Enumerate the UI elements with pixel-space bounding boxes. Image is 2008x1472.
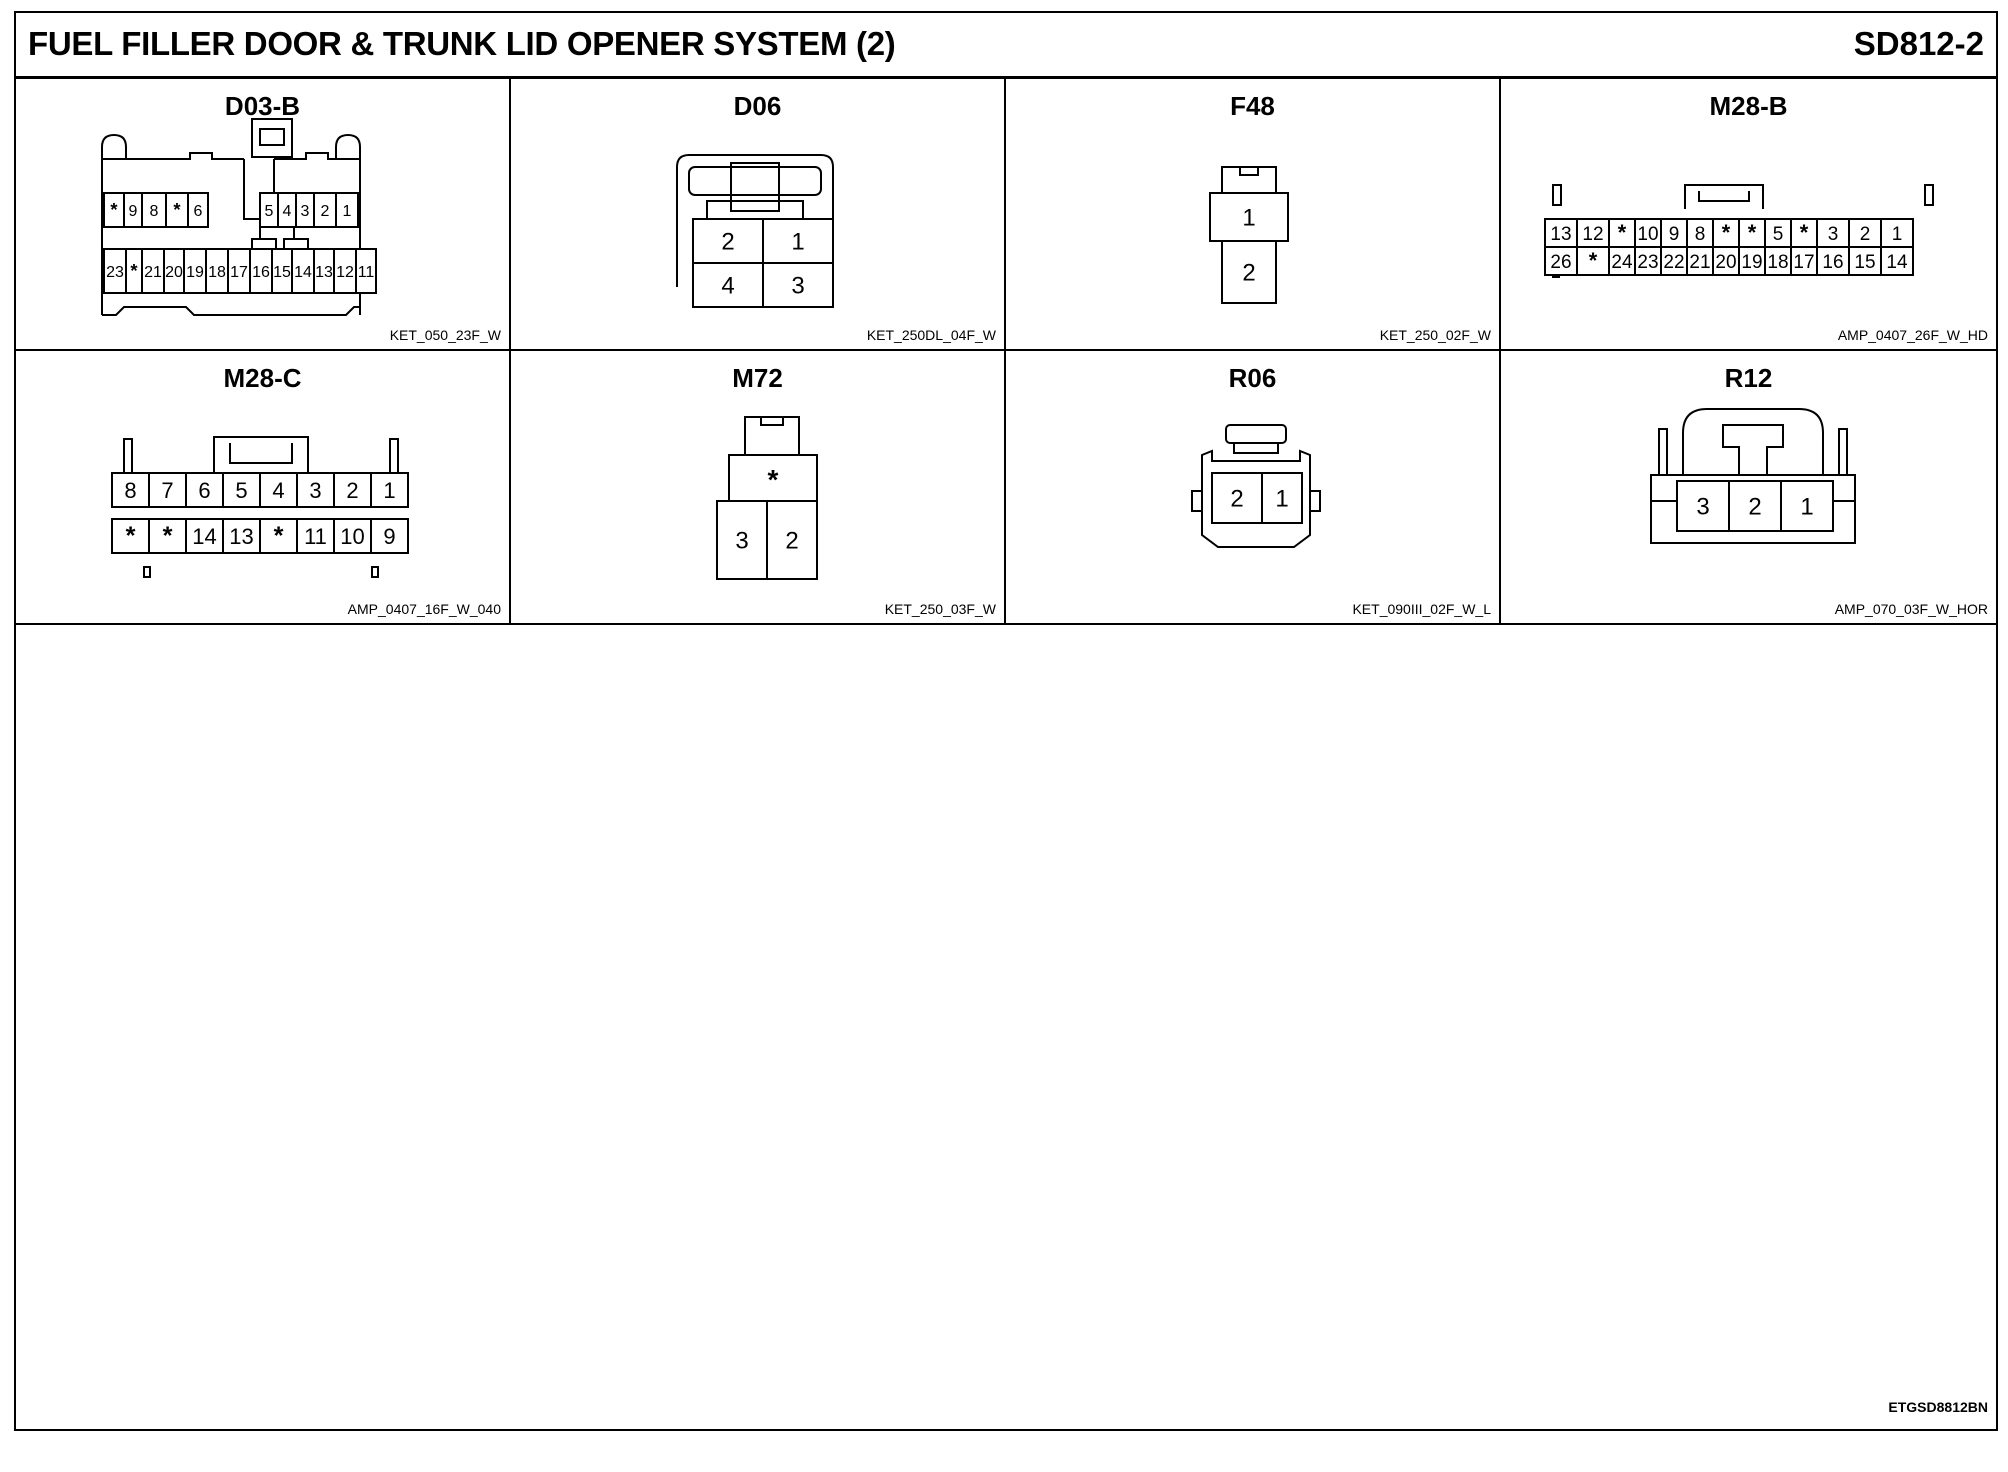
- pin-number: 1: [383, 477, 396, 503]
- pin-number: 20: [165, 263, 183, 281]
- pin-number: 3: [300, 202, 310, 220]
- page-code: SD812-2: [1853, 25, 1984, 62]
- pin-number: 13: [1550, 223, 1572, 245]
- connector-face-m28-b: [1501, 79, 1996, 351]
- latch-notch: [252, 239, 276, 249]
- pin-number: 4: [272, 477, 285, 503]
- pin-number: 23: [1637, 251, 1659, 273]
- pin-number: 2: [320, 202, 330, 220]
- pin-grid: [717, 464, 817, 579]
- unused-pin-marker: *: [1799, 219, 1809, 245]
- pin-grid: [1212, 473, 1302, 523]
- pin-number: 5: [235, 477, 248, 503]
- connector-name: R06: [1228, 363, 1277, 393]
- pin-number: 3: [1827, 223, 1839, 245]
- pin-grid: [1210, 193, 1288, 303]
- unused-pin-marker: *: [110, 198, 118, 220]
- connector-name: R12: [1724, 363, 1773, 393]
- pin-number: 2: [1242, 259, 1256, 287]
- connector-face-m72: [511, 351, 1006, 623]
- pin-number: 14: [1886, 251, 1908, 273]
- connector-face-m28-c: [16, 351, 511, 623]
- pin-number: 6: [193, 202, 203, 220]
- pin-grid: [1677, 481, 1833, 531]
- pin-number: 22: [1663, 251, 1685, 273]
- header: [16, 13, 1996, 79]
- pin-number: 2: [1859, 223, 1871, 245]
- latch-notch: [284, 239, 308, 249]
- pin-number: 10: [1637, 223, 1659, 245]
- unused-pin-marker: *: [162, 521, 173, 550]
- connector-cell-m28-b: [1501, 79, 1996, 351]
- pin-number: 14: [294, 263, 312, 281]
- connector-face-f48: [1006, 79, 1501, 351]
- pin-number: 10: [340, 523, 365, 549]
- pin-number: 23: [106, 263, 124, 281]
- connector-name: F48: [1230, 91, 1275, 121]
- connector-cell-r12: [1501, 351, 1996, 623]
- pin-number: 20: [1715, 251, 1737, 273]
- unused-pin-marker: *: [1721, 219, 1731, 245]
- pin-number: 8: [124, 477, 137, 503]
- pin-number: 12: [336, 263, 354, 281]
- pin-number: 16: [252, 263, 270, 281]
- pin-number: 8: [149, 202, 159, 220]
- pin-number: 17: [230, 263, 248, 281]
- pin-number: 8: [1694, 223, 1706, 245]
- pin-number: 15: [273, 263, 291, 281]
- pin-number: 3: [735, 527, 749, 555]
- connector-face-r12: [1501, 351, 1996, 623]
- pin-number: 13: [229, 523, 254, 549]
- unused-pin-marker: *: [130, 259, 138, 281]
- pin-number: 18: [208, 263, 226, 281]
- pin-number: 4: [282, 202, 292, 220]
- connector-face-r06: [1006, 351, 1501, 623]
- unused-pin-marker: *: [273, 521, 284, 550]
- unused-pin-marker: *: [173, 198, 181, 220]
- pin-grid: [693, 219, 833, 307]
- connector-type: KET_090III_02F_W_L: [1352, 601, 1491, 617]
- pin-number: 1: [1800, 493, 1814, 521]
- pin-number: 1: [342, 202, 352, 220]
- pin-number: 9: [128, 202, 138, 220]
- connector-name: D06: [733, 91, 782, 121]
- pin-number: 17: [1793, 251, 1815, 273]
- pin-number: 11: [304, 523, 327, 549]
- pin-number: 24: [1611, 251, 1633, 273]
- pin-number: 26: [1550, 251, 1572, 273]
- pin-number: 14: [192, 523, 217, 549]
- pin-number: 2: [721, 228, 735, 256]
- pin-number: 3: [1696, 493, 1710, 521]
- pin-number: 9: [1668, 223, 1680, 245]
- pin-number: 3: [309, 477, 322, 503]
- unused-pin-marker: *: [1588, 247, 1598, 273]
- connector-face-d06: [511, 79, 1006, 351]
- drawing-reference: ETGSD8812BN: [1888, 1399, 1988, 1415]
- pin-number: 9: [383, 523, 396, 549]
- unused-pin-marker: *: [1617, 219, 1627, 245]
- pin-grid: [112, 473, 408, 553]
- pin-number: 7: [161, 477, 174, 503]
- connector-type: AMP_070_03F_W_HOR: [1834, 601, 1988, 617]
- pin-number: 21: [144, 263, 162, 281]
- pin-number: 5: [1772, 223, 1784, 245]
- pin-number: 1: [1275, 485, 1289, 513]
- connector-cell-f48: [1006, 79, 1501, 351]
- connector-type: AMP_0407_26F_W_HD: [1837, 327, 1988, 343]
- pin-number: 21: [1689, 251, 1711, 273]
- connector-cell-m72: [511, 351, 1006, 623]
- connector-type: KET_250_03F_W: [884, 601, 996, 617]
- pin-number: 1: [1891, 223, 1903, 245]
- connector-cell-d06: [511, 79, 1006, 351]
- connector-type: KET_250DL_04F_W: [866, 327, 996, 343]
- unused-pin-marker: *: [767, 464, 779, 495]
- pin-number: 6: [198, 477, 211, 503]
- connector-name: D03-B: [224, 91, 301, 121]
- connector-cell-d03-b: [16, 79, 511, 351]
- pin-number: 13: [315, 263, 333, 281]
- pin-number: 4: [721, 272, 735, 300]
- connector-cell-m28-c: [16, 351, 511, 623]
- pin-number: 16: [1822, 251, 1844, 273]
- page-title: FUEL FILLER DOOR & TRUNK LID OPENER SYSTEM (2): [28, 25, 896, 62]
- connector-type: AMP_0407_16F_W_040: [347, 601, 501, 617]
- pin-number: 19: [186, 263, 204, 281]
- pin-number: 2: [346, 477, 359, 503]
- connector-name: M28-B: [1709, 91, 1788, 121]
- connector-type: KET_250_02F_W: [1379, 327, 1491, 343]
- diagram-sheet: [14, 11, 1998, 1431]
- unused-pin-marker: *: [125, 521, 136, 550]
- pin-number: 5: [264, 202, 274, 220]
- connector-face-d03-b: [16, 79, 511, 351]
- pin-number: 12: [1582, 223, 1604, 245]
- pin-number: 1: [1242, 204, 1256, 232]
- pin-number: 18: [1767, 251, 1789, 273]
- pin-grid: [1545, 219, 1913, 275]
- pin-number: 2: [1748, 493, 1762, 521]
- connector-name: M28-C: [223, 363, 302, 393]
- pin-number: 2: [1230, 485, 1244, 513]
- pin-grid: [104, 193, 376, 293]
- connector-cell-r06: [1006, 351, 1501, 623]
- connector-type: KET_050_23F_W: [389, 327, 501, 343]
- pin-number: 15: [1854, 251, 1876, 273]
- pin-number: 11: [357, 263, 375, 281]
- pin-number: 19: [1741, 251, 1763, 273]
- pin-number: 3: [791, 272, 805, 300]
- connector-name: M72: [732, 363, 783, 393]
- pin-number: 1: [791, 228, 805, 256]
- unused-pin-marker: *: [1747, 219, 1757, 245]
- connector-grid: [16, 79, 1996, 625]
- pin-number: 2: [785, 527, 799, 555]
